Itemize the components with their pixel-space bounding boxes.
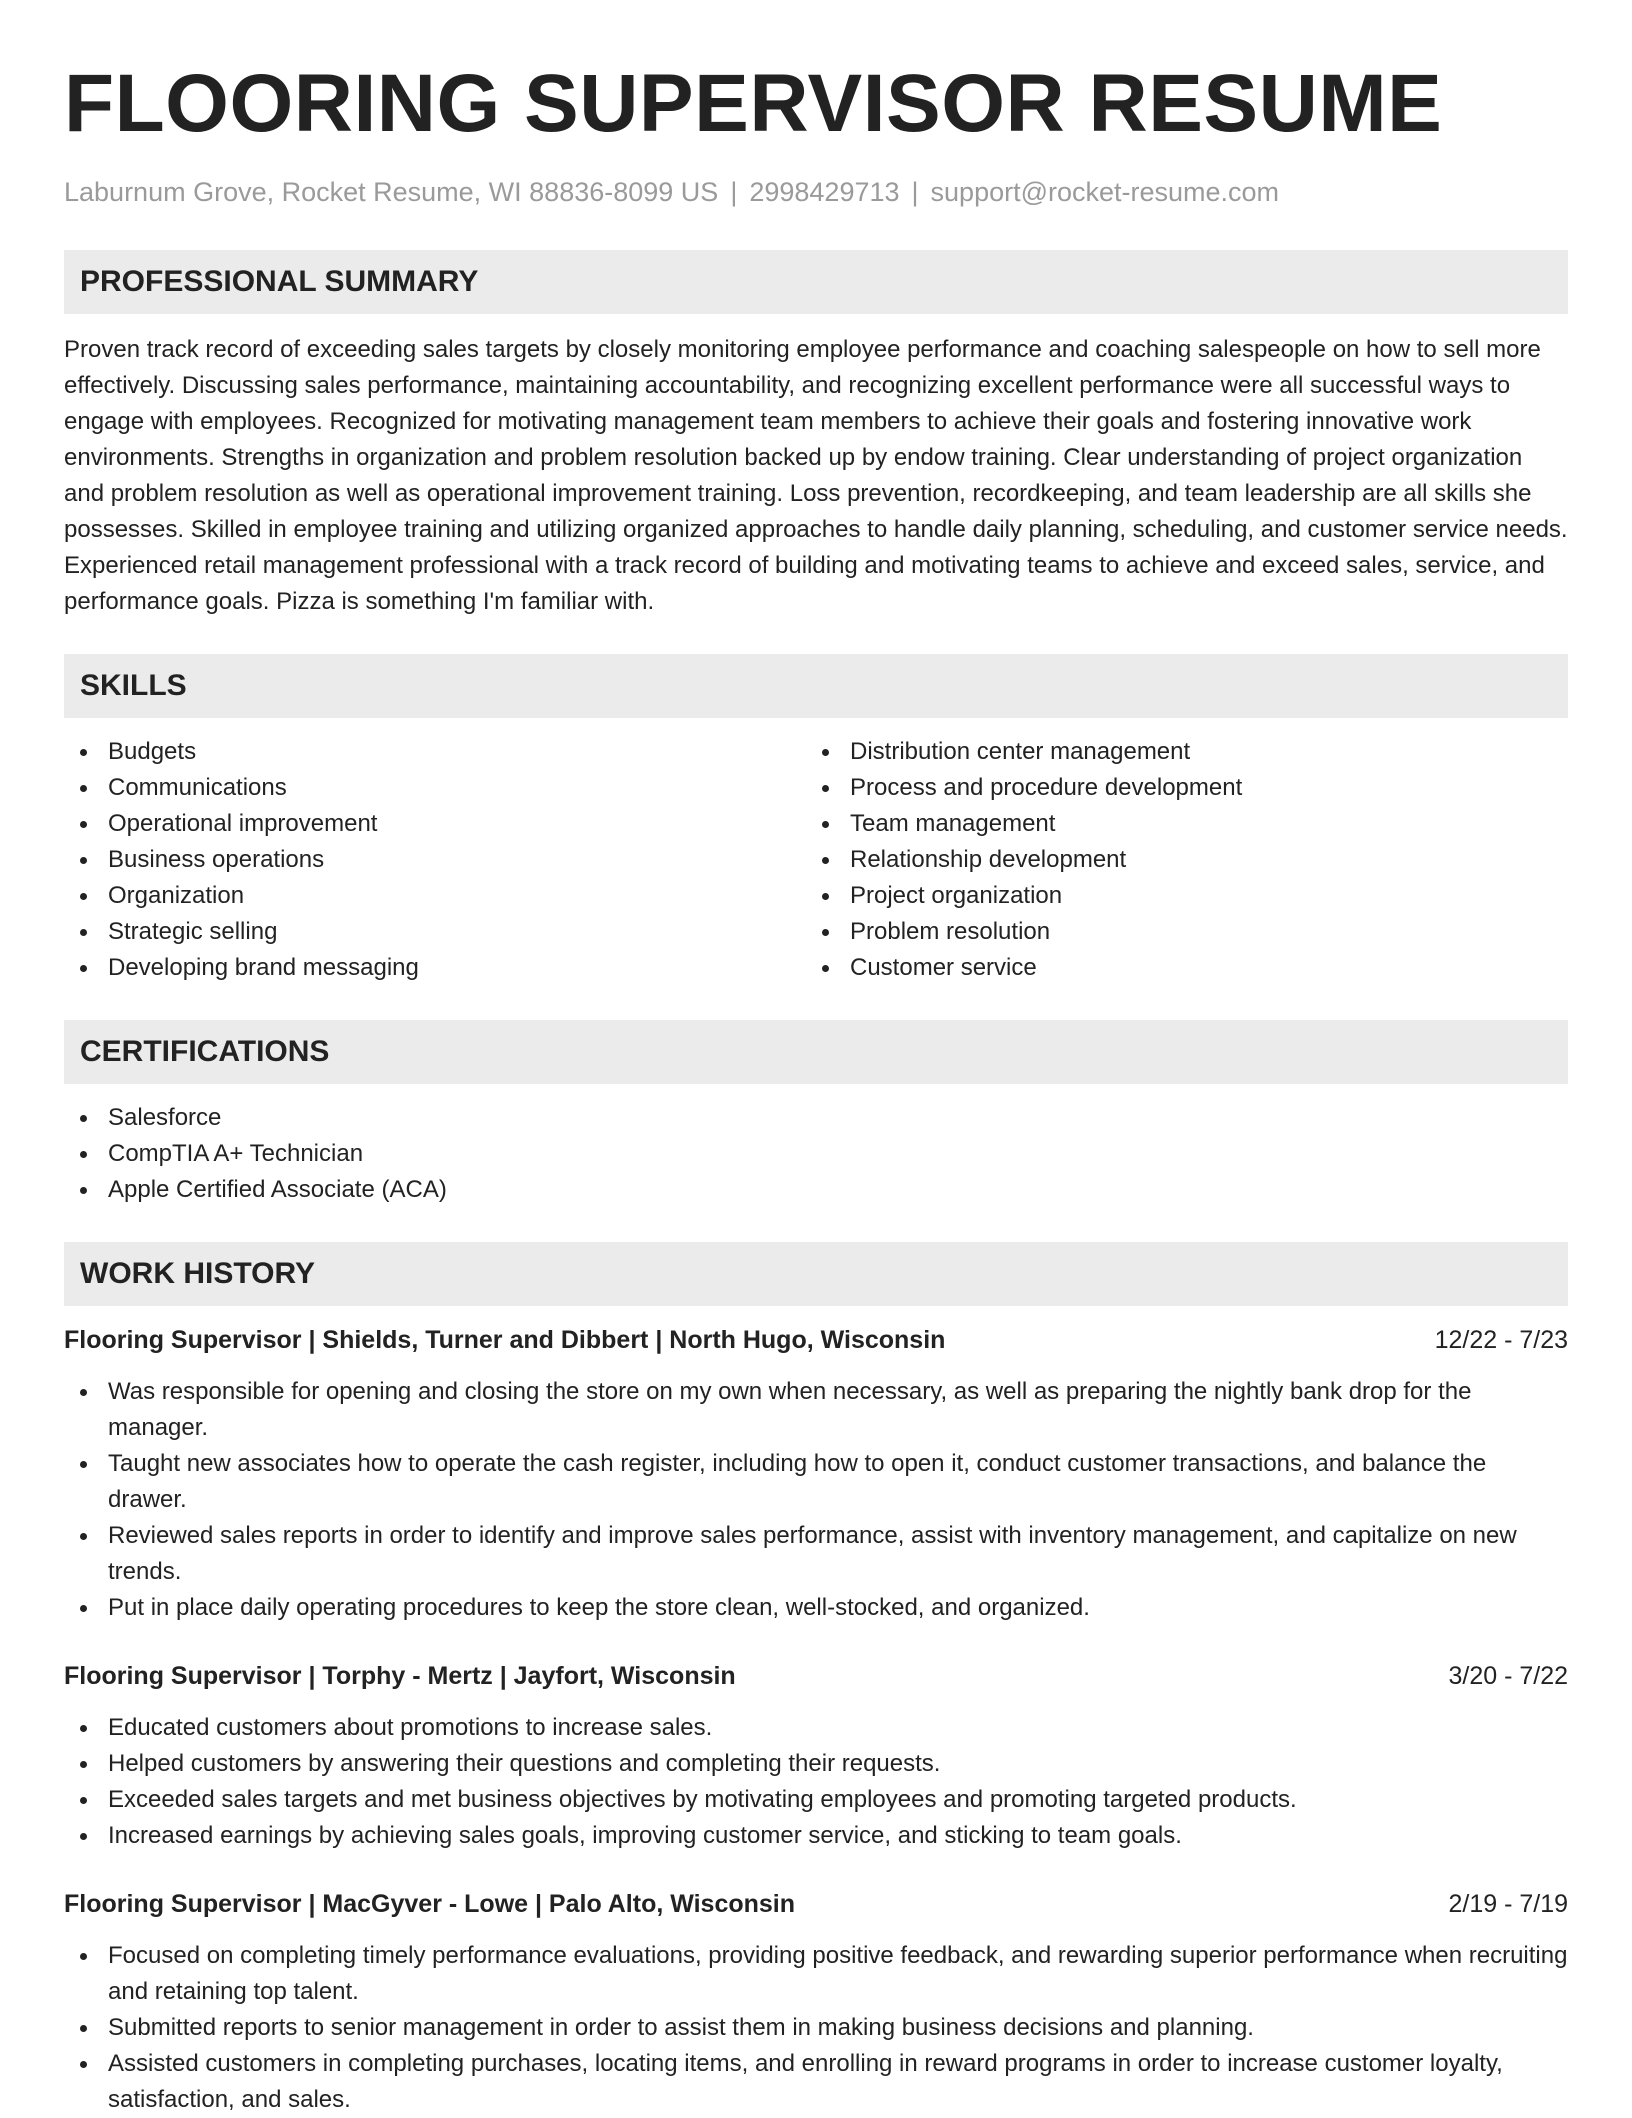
job-entry — [64, 1886, 1568, 2118]
skill-item: Strategic selling — [64, 914, 806, 950]
certifications-section — [64, 1020, 1568, 1208]
skill-item: Developing brand messaging — [64, 950, 806, 986]
skill-item: Process and procedure development — [806, 770, 1548, 806]
job-entry — [64, 1658, 1568, 1854]
resume-page — [64, 0, 1568, 2118]
certification-item: CompTIA A+ Technician — [64, 1136, 1568, 1172]
job-bullet: Focused on completing timely performance evaluations, providing positive feedback, and rewarding superior performance when recruiting and retaining top talent. — [64, 1938, 1568, 2010]
summary-heading: PROFESSIONAL SUMMARY — [64, 250, 1568, 314]
work-history-section — [64, 1242, 1568, 2118]
summary-section — [64, 250, 1568, 620]
skills-list-right — [806, 734, 1548, 986]
job-bullet: Was responsible for opening and closing the store on my own when necessary, as well as preparing the nightly bank drop for the manager. — [64, 1374, 1568, 1446]
work-history-heading: WORK HISTORY — [64, 1242, 1568, 1306]
contact-separator: | — [730, 177, 738, 207]
skill-item: Customer service — [806, 950, 1548, 986]
job-dates: 2/19 - 7/19 — [1448, 1890, 1568, 1918]
job-title: Flooring Supervisor | Shields, Turner and Dibbert | North Hugo, Wisconsin — [64, 1326, 946, 1354]
skills-list-left — [64, 734, 806, 986]
job-bullet: Assisted customers in completing purchases, locating items, and enrolling in reward programs in order to increase customer loyalty, satisfaction, and sales. — [64, 2046, 1568, 2118]
skill-item: Communications — [64, 770, 806, 806]
skill-item: Operational improvement — [64, 806, 806, 842]
contact-email: support@rocket-resume.com — [930, 177, 1280, 207]
skill-item: Team management — [806, 806, 1548, 842]
job-bullet: Submitted reports to senior management in order to assist them in making business decisions and planning. — [64, 2010, 1568, 2046]
skill-item: Relationship development — [806, 842, 1548, 878]
job-header — [64, 1886, 1568, 1922]
certifications-heading: CERTIFICATIONS — [64, 1020, 1568, 1084]
skills-heading: SKILLS — [64, 654, 1568, 718]
job-bullet: Helped customers by answering their questions and completing their requests. — [64, 1746, 1568, 1782]
contact-line — [64, 174, 1568, 210]
job-header — [64, 1322, 1568, 1358]
summary-text: Proven track record of exceeding sales targets by closely monitoring employee performance and coaching salespeople on how to sell more effectively. Discussing sales performance, maintaining accountability, and recognizing excellent performance were all successful ways to engage with employees. Recognized for motivating management team members to achieve their goals and fostering innovative work environments. Strengths in organization and problem resolution backed up by endow training. Clear understanding of project organization and problem resolution as well as operational improvement training. Loss prevention, recordkeeping, and team leadership are all skills she possesses. Skilled in employee training and utilizing organized approaches to handle daily planning, scheduling, and customer service needs. Experienced retail management professional with a track record of building and motivating teams to achieve and exceed sales, service, and performance goals. Pizza is something I'm familiar with. — [64, 336, 1568, 615]
skill-item: Business operations — [64, 842, 806, 878]
certification-item: Salesforce — [64, 1100, 1568, 1136]
skill-item: Budgets — [64, 734, 806, 770]
job-bullet: Increased earnings by achieving sales goals, improving customer service, and sticking to team goals. — [64, 1818, 1568, 1854]
skill-item: Problem resolution — [806, 914, 1548, 950]
certification-item: Apple Certified Associate (ACA) — [64, 1172, 1568, 1208]
certifications-list — [64, 1100, 1568, 1208]
job-bullets — [64, 1710, 1568, 1854]
job-dates: 12/22 - 7/23 — [1434, 1326, 1568, 1354]
job-bullet: Reviewed sales reports in order to identify and improve sales performance, assist with inventory management, and capitalize on new trends. — [64, 1518, 1568, 1590]
job-bullet: Put in place daily operating procedures to keep the store clean, well-stocked, and organized. — [64, 1590, 1568, 1626]
job-dates: 3/20 - 7/22 — [1448, 1662, 1568, 1690]
job-header — [64, 1658, 1568, 1694]
skills-section — [64, 654, 1568, 986]
contact-separator: | — [911, 177, 919, 207]
job-title: Flooring Supervisor | MacGyver - Lowe | Palo Alto, Wisconsin — [64, 1890, 796, 1918]
resume-title: FLOORING SUPERVISOR RESUME — [64, 58, 1443, 149]
job-entry — [64, 1322, 1568, 1626]
job-bullet: Taught new associates how to operate the cash register, including how to open it, conduct customer transactions, and balance the drawer. — [64, 1446, 1568, 1518]
job-bullets — [64, 1374, 1568, 1626]
skills-columns — [64, 734, 1568, 986]
job-bullets — [64, 1938, 1568, 2118]
skill-item: Organization — [64, 878, 806, 914]
contact-address: Laburnum Grove, Rocket Resume, WI 88836-8099 US — [64, 177, 719, 207]
contact-phone: 2998429713 — [749, 177, 900, 207]
job-title: Flooring Supervisor | Torphy - Mertz | Jayfort, Wisconsin — [64, 1662, 736, 1690]
skill-item: Distribution center management — [806, 734, 1548, 770]
skill-item: Project organization — [806, 878, 1548, 914]
job-bullet: Educated customers about promotions to increase sales. — [64, 1710, 1568, 1746]
job-bullet: Exceeded sales targets and met business objectives by motivating employees and promoting targeted products. — [64, 1782, 1568, 1818]
